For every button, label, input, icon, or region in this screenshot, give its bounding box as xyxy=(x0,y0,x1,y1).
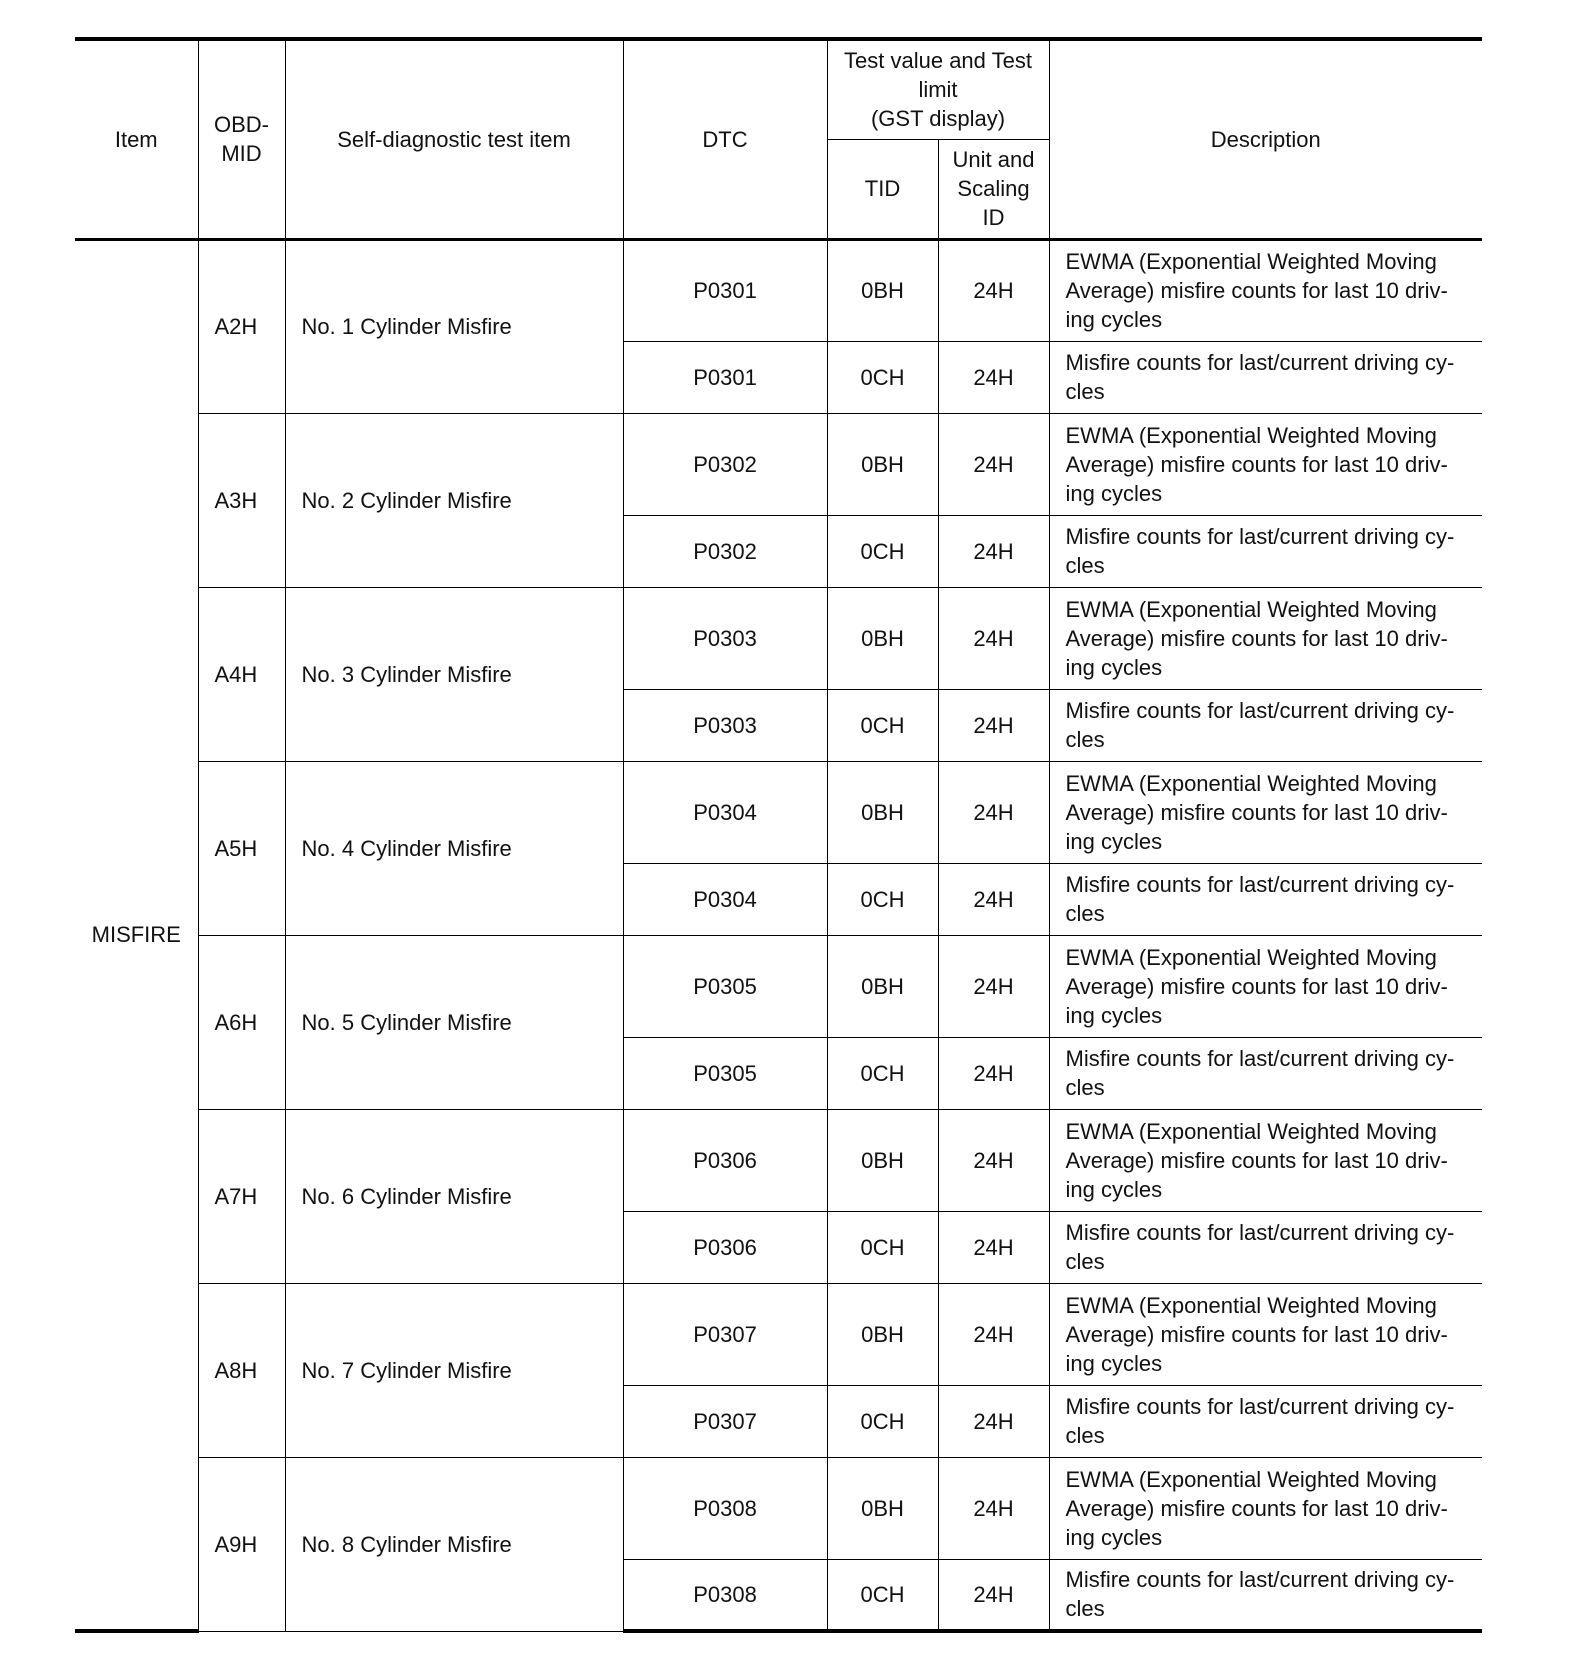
header-dtc: DTC xyxy=(623,39,827,239)
unit-scaling-cell: 24H xyxy=(938,761,1049,863)
tid-cell: 0CH xyxy=(827,341,938,413)
table-row xyxy=(75,1109,1482,1211)
header-obd-mid xyxy=(198,39,285,239)
dtc-cell: P0307 xyxy=(623,1385,827,1457)
tid-cell: 0CH xyxy=(827,1559,938,1631)
dtc-cell: P0303 xyxy=(623,689,827,761)
test-item-cell: No. 2 Cylinder Misfire xyxy=(285,413,623,587)
table-row xyxy=(75,587,1482,689)
unit-scaling-cell: 24H xyxy=(938,587,1049,689)
dtc-cell: P0305 xyxy=(623,1037,827,1109)
obd-mid-cell: A7H xyxy=(198,1109,285,1283)
tid-cell: 0BH xyxy=(827,1109,938,1211)
dtc-cell: P0308 xyxy=(623,1559,827,1631)
description-cell: Misfire counts for last/current driving cy-cles xyxy=(1049,1037,1482,1109)
unit-scaling-cell: 24H xyxy=(938,1385,1049,1457)
description-cell: Misfire counts for last/current driving cy-cles xyxy=(1049,1385,1482,1457)
header-obd-mid-text: OBD- MID xyxy=(214,112,269,167)
dtc-cell: P0307 xyxy=(623,1283,827,1385)
table-row xyxy=(75,239,1482,341)
description-cell: Misfire counts for last/current driving cy-cles xyxy=(1049,1559,1482,1631)
tid-cell: 0CH xyxy=(827,1211,938,1283)
unit-scaling-cell: 24H xyxy=(938,1037,1049,1109)
test-item-cell: No. 4 Cylinder Misfire xyxy=(285,761,623,935)
test-item-cell: No. 6 Cylinder Misfire xyxy=(285,1109,623,1283)
unit-scaling-cell: 24H xyxy=(938,515,1049,587)
dtc-cell: P0303 xyxy=(623,587,827,689)
table-row xyxy=(75,1457,1482,1559)
description-cell: Misfire counts for last/current driving cy-cles xyxy=(1049,863,1482,935)
obd-mid-cell: A9H xyxy=(198,1457,285,1631)
header-description: Description xyxy=(1049,39,1482,239)
test-item-cell: No. 1 Cylinder Misfire xyxy=(285,239,623,413)
obd-mid-cell: A6H xyxy=(198,935,285,1109)
test-item-cell: No. 3 Cylinder Misfire xyxy=(285,587,623,761)
table-row xyxy=(75,761,1482,863)
unit-scaling-cell: 24H xyxy=(938,1457,1049,1559)
dtc-cell: P0304 xyxy=(623,761,827,863)
dtc-cell: P0301 xyxy=(623,341,827,413)
unit-scaling-cell: 24H xyxy=(938,863,1049,935)
obd-misfire-table xyxy=(75,37,1482,1633)
dtc-cell: P0306 xyxy=(623,1109,827,1211)
tid-cell: 0BH xyxy=(827,935,938,1037)
obd-mid-cell: A8H xyxy=(198,1283,285,1457)
obd-mid-cell: A3H xyxy=(198,413,285,587)
header-unit-scaling-text: Unit and Scaling ID xyxy=(952,147,1035,230)
dtc-cell: P0308 xyxy=(623,1457,827,1559)
table-header xyxy=(75,39,1482,239)
tid-cell: 0BH xyxy=(827,239,938,341)
tid-cell: 0CH xyxy=(827,689,938,761)
unit-scaling-cell: 24H xyxy=(938,341,1049,413)
tid-cell: 0CH xyxy=(827,863,938,935)
header-self-diagnostic-test-item: Self-diagnostic test item xyxy=(285,39,623,239)
test-item-cell: No. 7 Cylinder Misfire xyxy=(285,1283,623,1457)
unit-scaling-cell: 24H xyxy=(938,239,1049,341)
description-cell: EWMA (Exponential Weighted Moving Average) misfire counts for last 10 driv-ing cycles xyxy=(1049,761,1482,863)
obd-mid-cell: A2H xyxy=(198,239,285,413)
test-item-cell: No. 5 Cylinder Misfire xyxy=(285,935,623,1109)
obd-mid-cell: A4H xyxy=(198,587,285,761)
unit-scaling-cell: 24H xyxy=(938,413,1049,515)
description-cell: Misfire counts for last/current driving cy-cles xyxy=(1049,689,1482,761)
description-cell: EWMA (Exponential Weighted Moving Average) misfire counts for last 10 driv-ing cycles xyxy=(1049,1457,1482,1559)
tid-cell: 0CH xyxy=(827,1385,938,1457)
description-cell: EWMA (Exponential Weighted Moving Average) misfire counts for last 10 driv-ing cycles xyxy=(1049,1109,1482,1211)
header-tid: TID xyxy=(827,139,938,239)
tid-cell: 0BH xyxy=(827,587,938,689)
description-cell: Misfire counts for last/current driving cy-cles xyxy=(1049,341,1482,413)
description-cell: EWMA (Exponential Weighted Moving Average) misfire counts for last 10 driv-ing cycles xyxy=(1049,1283,1482,1385)
dtc-cell: P0305 xyxy=(623,935,827,1037)
unit-scaling-cell: 24H xyxy=(938,1283,1049,1385)
unit-scaling-cell: 24H xyxy=(938,1211,1049,1283)
description-cell: Misfire counts for last/current driving cy-cles xyxy=(1049,1211,1482,1283)
dtc-cell: P0302 xyxy=(623,413,827,515)
description-cell: Misfire counts for last/current driving cy-cles xyxy=(1049,515,1482,587)
dtc-cell: P0306 xyxy=(623,1211,827,1283)
header-test-value-and-limit xyxy=(827,39,1049,139)
item-cell: MISFIRE xyxy=(75,239,198,1631)
tid-cell: 0CH xyxy=(827,515,938,587)
tid-cell: 0CH xyxy=(827,1037,938,1109)
test-item-cell: No. 8 Cylinder Misfire xyxy=(285,1457,623,1631)
header-unit-and-scaling-id xyxy=(938,139,1049,239)
obd-mid-cell: A5H xyxy=(198,761,285,935)
description-cell: EWMA (Exponential Weighted Moving Average) misfire counts for last 10 driv-ing cycles xyxy=(1049,935,1482,1037)
description-cell: EWMA (Exponential Weighted Moving Average) misfire counts for last 10 driv-ing cycles xyxy=(1049,239,1482,341)
tid-cell: 0BH xyxy=(827,1457,938,1559)
tid-cell: 0BH xyxy=(827,1283,938,1385)
unit-scaling-cell: 24H xyxy=(938,935,1049,1037)
table-body xyxy=(75,239,1482,1631)
table-row xyxy=(75,1283,1482,1385)
header-item: Item xyxy=(75,39,198,239)
table-row xyxy=(75,413,1482,515)
tid-cell: 0BH xyxy=(827,761,938,863)
unit-scaling-cell: 24H xyxy=(938,689,1049,761)
description-cell: EWMA (Exponential Weighted Moving Average) misfire counts for last 10 driv-ing cycles xyxy=(1049,413,1482,515)
tid-cell: 0BH xyxy=(827,413,938,515)
unit-scaling-cell: 24H xyxy=(938,1109,1049,1211)
dtc-cell: P0301 xyxy=(623,239,827,341)
unit-scaling-cell: 24H xyxy=(938,1559,1049,1631)
dtc-cell: P0302 xyxy=(623,515,827,587)
header-test-value-text: Test value and Test limit (GST display) xyxy=(844,48,1032,132)
description-cell: EWMA (Exponential Weighted Moving Average) misfire counts for last 10 driv-ing cycles xyxy=(1049,587,1482,689)
table-row xyxy=(75,935,1482,1037)
dtc-cell: P0304 xyxy=(623,863,827,935)
